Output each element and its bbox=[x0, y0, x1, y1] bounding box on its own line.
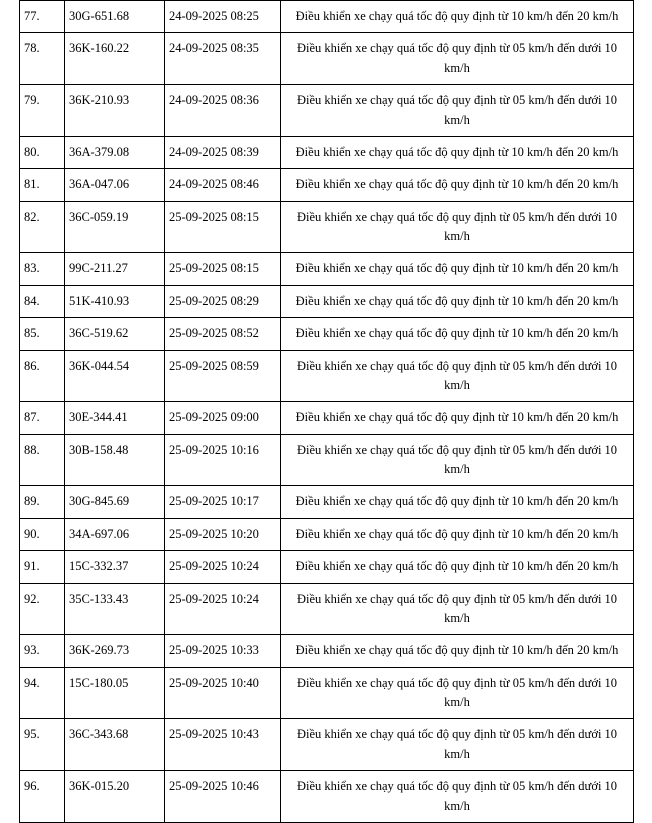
row-timestamp: 25-09-2025 10:33 bbox=[165, 635, 281, 667]
row-index: 89. bbox=[20, 486, 65, 518]
table-row bbox=[20, 486, 634, 518]
row-plate-number: 36C-519.62 bbox=[65, 318, 165, 350]
table-row bbox=[20, 1, 634, 33]
row-timestamp: 25-09-2025 10:17 bbox=[165, 486, 281, 518]
row-violation-description: Điều khiển xe chạy quá tốc độ quy định từ 10 km/h đến 20 km/h bbox=[281, 551, 634, 583]
row-index: 94. bbox=[20, 667, 65, 719]
row-plate-number: 30G-651.68 bbox=[65, 1, 165, 33]
row-plate-number: 36A-379.08 bbox=[65, 136, 165, 168]
table-row bbox=[20, 201, 634, 253]
table-row bbox=[20, 33, 634, 85]
table-row bbox=[20, 169, 634, 201]
row-violation-description: Điều khiển xe chạy quá tốc độ quy định từ 05 km/h đến dưới 10 km/h bbox=[281, 667, 634, 719]
row-index: 91. bbox=[20, 551, 65, 583]
row-violation-description: Điều khiển xe chạy quá tốc độ quy định từ 10 km/h đến 20 km/h bbox=[281, 486, 634, 518]
row-plate-number: 36C-059.19 bbox=[65, 201, 165, 253]
row-index: 79. bbox=[20, 85, 65, 137]
row-plate-number: 36K-044.54 bbox=[65, 350, 165, 402]
table-row bbox=[20, 136, 634, 168]
table-row bbox=[20, 85, 634, 137]
row-plate-number: 30E-344.41 bbox=[65, 402, 165, 434]
row-timestamp: 24-09-2025 08:36 bbox=[165, 85, 281, 137]
row-violation-description: Điều khiển xe chạy quá tốc độ quy định từ 05 km/h đến dưới 10 km/h bbox=[281, 771, 634, 823]
row-violation-description: Điều khiển xe chạy quá tốc độ quy định từ 05 km/h đến dưới 10 km/h bbox=[281, 201, 634, 253]
row-violation-description: Điều khiển xe chạy quá tốc độ quy định từ 10 km/h đến 20 km/h bbox=[281, 318, 634, 350]
row-violation-description: Điều khiển xe chạy quá tốc độ quy định từ 05 km/h đến dưới 10 km/h bbox=[281, 350, 634, 402]
row-timestamp: 25-09-2025 08:52 bbox=[165, 318, 281, 350]
row-plate-number: 36K-015.20 bbox=[65, 771, 165, 823]
row-plate-number: 30B-158.48 bbox=[65, 434, 165, 486]
row-timestamp: 25-09-2025 08:29 bbox=[165, 285, 281, 317]
row-timestamp: 24-09-2025 08:25 bbox=[165, 1, 281, 33]
row-plate-number: 36K-269.73 bbox=[65, 635, 165, 667]
row-index: 80. bbox=[20, 136, 65, 168]
row-timestamp: 25-09-2025 10:43 bbox=[165, 719, 281, 771]
table-row bbox=[20, 771, 634, 823]
table-row bbox=[20, 719, 634, 771]
row-violation-description: Điều khiển xe chạy quá tốc độ quy định từ 10 km/h đến 20 km/h bbox=[281, 402, 634, 434]
row-plate-number: 15C-180.05 bbox=[65, 667, 165, 719]
row-index: 96. bbox=[20, 771, 65, 823]
row-plate-number: 36K-210.93 bbox=[65, 85, 165, 137]
row-index: 88. bbox=[20, 434, 65, 486]
row-timestamp: 25-09-2025 10:24 bbox=[165, 551, 281, 583]
row-plate-number: 36K-160.22 bbox=[65, 33, 165, 85]
row-index: 86. bbox=[20, 350, 65, 402]
row-index: 78. bbox=[20, 33, 65, 85]
row-timestamp: 25-09-2025 10:24 bbox=[165, 583, 281, 635]
row-index: 82. bbox=[20, 201, 65, 253]
row-plate-number: 15C-332.37 bbox=[65, 551, 165, 583]
row-index: 92. bbox=[20, 583, 65, 635]
row-index: 95. bbox=[20, 719, 65, 771]
row-plate-number: 36A-047.06 bbox=[65, 169, 165, 201]
row-violation-description: Điều khiển xe chạy quá tốc độ quy định từ 10 km/h đến 20 km/h bbox=[281, 169, 634, 201]
row-plate-number: 36C-343.68 bbox=[65, 719, 165, 771]
row-plate-number: 30G-845.69 bbox=[65, 486, 165, 518]
row-index: 85. bbox=[20, 318, 65, 350]
row-timestamp: 25-09-2025 10:40 bbox=[165, 667, 281, 719]
violations-table-body bbox=[20, 1, 634, 823]
row-index: 77. bbox=[20, 1, 65, 33]
row-violation-description: Điều khiển xe chạy quá tốc độ quy định từ 10 km/h đến 20 km/h bbox=[281, 635, 634, 667]
row-timestamp: 25-09-2025 08:59 bbox=[165, 350, 281, 402]
row-violation-description: Điều khiển xe chạy quá tốc độ quy định từ 05 km/h đến dưới 10 km/h bbox=[281, 719, 634, 771]
row-timestamp: 25-09-2025 10:16 bbox=[165, 434, 281, 486]
row-index: 81. bbox=[20, 169, 65, 201]
table-row bbox=[20, 402, 634, 434]
row-violation-description: Điều khiển xe chạy quá tốc độ quy định từ 10 km/h đến 20 km/h bbox=[281, 1, 634, 33]
table-row bbox=[20, 350, 634, 402]
row-timestamp: 25-09-2025 10:46 bbox=[165, 771, 281, 823]
row-violation-description: Điều khiển xe chạy quá tốc độ quy định từ 05 km/h đến dưới 10 km/h bbox=[281, 33, 634, 85]
row-timestamp: 25-09-2025 10:20 bbox=[165, 518, 281, 550]
table-row bbox=[20, 518, 634, 550]
table-row bbox=[20, 285, 634, 317]
row-violation-description: Điều khiển xe chạy quá tốc độ quy định từ 10 km/h đến 20 km/h bbox=[281, 253, 634, 285]
row-timestamp: 25-09-2025 08:15 bbox=[165, 253, 281, 285]
table-row bbox=[20, 635, 634, 667]
row-plate-number: 35C-133.43 bbox=[65, 583, 165, 635]
violations-table bbox=[19, 0, 634, 823]
row-timestamp: 24-09-2025 08:39 bbox=[165, 136, 281, 168]
row-index: 87. bbox=[20, 402, 65, 434]
row-timestamp: 24-09-2025 08:35 bbox=[165, 33, 281, 85]
row-timestamp: 25-09-2025 08:15 bbox=[165, 201, 281, 253]
row-violation-description: Điều khiển xe chạy quá tốc độ quy định từ 10 km/h đến 20 km/h bbox=[281, 136, 634, 168]
row-violation-description: Điều khiển xe chạy quá tốc độ quy định từ 05 km/h đến dưới 10 km/h bbox=[281, 583, 634, 635]
row-violation-description: Điều khiển xe chạy quá tốc độ quy định từ 10 km/h đến 20 km/h bbox=[281, 285, 634, 317]
row-index: 84. bbox=[20, 285, 65, 317]
row-index: 93. bbox=[20, 635, 65, 667]
table-row bbox=[20, 551, 634, 583]
table-row bbox=[20, 434, 634, 486]
row-plate-number: 34A-697.06 bbox=[65, 518, 165, 550]
table-row bbox=[20, 583, 634, 635]
row-violation-description: Điều khiển xe chạy quá tốc độ quy định từ 10 km/h đến 20 km/h bbox=[281, 518, 634, 550]
table-row bbox=[20, 667, 634, 719]
row-plate-number: 51K-410.93 bbox=[65, 285, 165, 317]
row-plate-number: 99C-211.27 bbox=[65, 253, 165, 285]
table-row bbox=[20, 253, 634, 285]
row-index: 83. bbox=[20, 253, 65, 285]
row-violation-description: Điều khiển xe chạy quá tốc độ quy định từ 05 km/h đến dưới 10 km/h bbox=[281, 85, 634, 137]
row-violation-description: Điều khiển xe chạy quá tốc độ quy định từ 05 km/h đến dưới 10 km/h bbox=[281, 434, 634, 486]
row-index: 90. bbox=[20, 518, 65, 550]
table-row bbox=[20, 318, 634, 350]
row-timestamp: 24-09-2025 08:46 bbox=[165, 169, 281, 201]
row-timestamp: 25-09-2025 09:00 bbox=[165, 402, 281, 434]
